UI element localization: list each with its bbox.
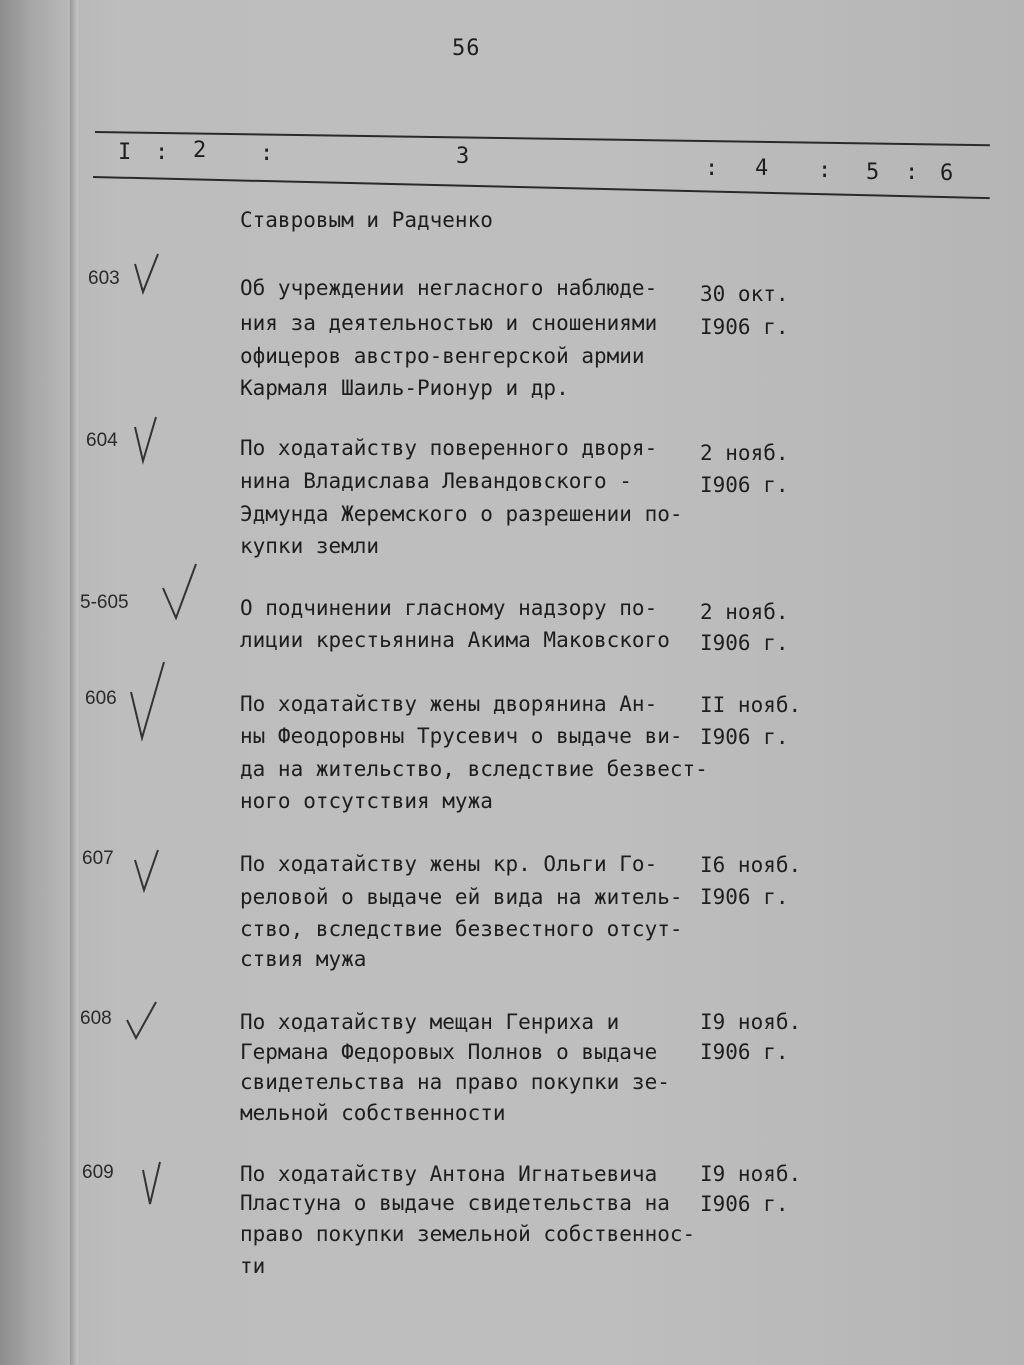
entry-text-line: Пластуна о выдаче свидетельства на	[240, 1191, 670, 1215]
entry-date: I906 г.	[700, 1040, 789, 1064]
entry-text-line: Германа Федоровых Полнов о выдаче	[240, 1040, 658, 1064]
entry-text-line: ного отсутствия мужа	[240, 789, 493, 813]
entry-number: 603	[88, 268, 120, 289]
entry-date: I6 нояб.	[700, 853, 802, 877]
entry-number: 607	[82, 848, 114, 869]
entry-text-line: Об учреждении негласного наблюде-	[240, 276, 658, 300]
entry-date: I906 г.	[700, 1192, 789, 1216]
entry-text-line: ствия мужа	[240, 947, 367, 971]
entry-text-line: да на жительство, вследствие безвест-	[240, 757, 708, 781]
entry-text-line: ны Феодоровны Трусевич о выдаче ви-	[240, 724, 683, 748]
entry-text-line: По ходатайству жены дворянина Ан-	[240, 692, 658, 716]
entry-text-line: реловой о выдаче ей вида на житель-	[240, 885, 683, 909]
entry-text-line: ния за деятельностью и сношениями	[240, 311, 658, 335]
entry-number: 604	[86, 430, 118, 451]
entry-date: I906 г.	[700, 473, 789, 497]
entry-number: 608	[80, 1008, 112, 1029]
column-2-label: 2	[193, 138, 207, 163]
entry-text-line: ство, вследствие безвестного отсут-	[240, 917, 683, 941]
entry-date: I906 г.	[700, 885, 789, 909]
header-rule-top	[95, 131, 990, 146]
entry-text-line: офицеров австро-венгерской армии	[240, 344, 645, 368]
page-edge	[70, 0, 78, 1365]
entry-text-line: Эдмунда Жеремского о разрешении по-	[240, 502, 683, 526]
entry-text-line: лиции крестьянина Акима Маковского	[240, 628, 670, 652]
entry-text-line: Кармаля Шаиль-Рионур и др.	[240, 376, 569, 400]
check-mark-icon	[132, 415, 162, 465]
entry-date: I9 нояб.	[700, 1162, 802, 1186]
column-separator: :	[818, 158, 832, 183]
entry-date: I906 г.	[700, 725, 789, 749]
continuation-text: Ставровым и Радченко	[240, 208, 493, 232]
column-separator: :	[155, 140, 169, 165]
entry-date: I906 г.	[700, 315, 789, 339]
entry-date: 30 окт.	[700, 282, 789, 306]
check-mark-icon	[140, 1160, 164, 1208]
header-rule-bottom	[93, 176, 990, 199]
check-mark-icon	[160, 562, 200, 622]
entry-text-line: По ходатайству жены кр. Ольги Го-	[240, 852, 658, 876]
check-mark-icon	[132, 848, 162, 894]
entry-text-line: По ходатайству Антона Игнатьевича	[240, 1162, 658, 1186]
entry-number: 5-605	[80, 592, 129, 613]
column-3-label: 3	[456, 144, 470, 169]
entry-text-line: право покупки земельной собственнос-	[240, 1222, 696, 1246]
entry-text-line: По ходатайству поверенного дворя-	[240, 436, 658, 460]
column-separator: :	[905, 160, 919, 185]
entry-date: 2 нояб.	[700, 600, 789, 624]
entry-text-line: О подчинении гласному надзору по-	[240, 596, 658, 620]
entry-text-line: мельной собственности	[240, 1101, 506, 1125]
check-mark-icon	[132, 250, 162, 296]
entry-date: II нояб.	[700, 693, 802, 717]
entry-number: 606	[85, 688, 117, 709]
entry-text-line: купки земли	[240, 534, 380, 558]
column-separator: :	[260, 141, 274, 166]
entry-number: 609	[82, 1162, 114, 1183]
entry-text-line: По ходатайству мещан Генриха и	[240, 1010, 620, 1034]
column-6-label: 6	[940, 161, 954, 186]
entry-date: 2 нояб.	[700, 441, 789, 465]
column-4-label: 4	[755, 156, 769, 181]
entry-text-line: нина Владислава Левандовского -	[240, 469, 632, 493]
entry-date: I906 г.	[700, 631, 789, 655]
check-mark-icon	[124, 1000, 160, 1042]
check-mark-icon	[128, 660, 168, 742]
entry-date: I9 нояб.	[700, 1010, 802, 1034]
column-separator: :	[705, 156, 719, 181]
entry-text-line: ти	[240, 1254, 266, 1278]
column-5-label: 5	[866, 160, 880, 185]
page-number: 56	[452, 36, 481, 61]
entry-text-line: свидетельства на право покупки зе-	[240, 1070, 670, 1094]
column-1-label: I	[118, 140, 132, 165]
